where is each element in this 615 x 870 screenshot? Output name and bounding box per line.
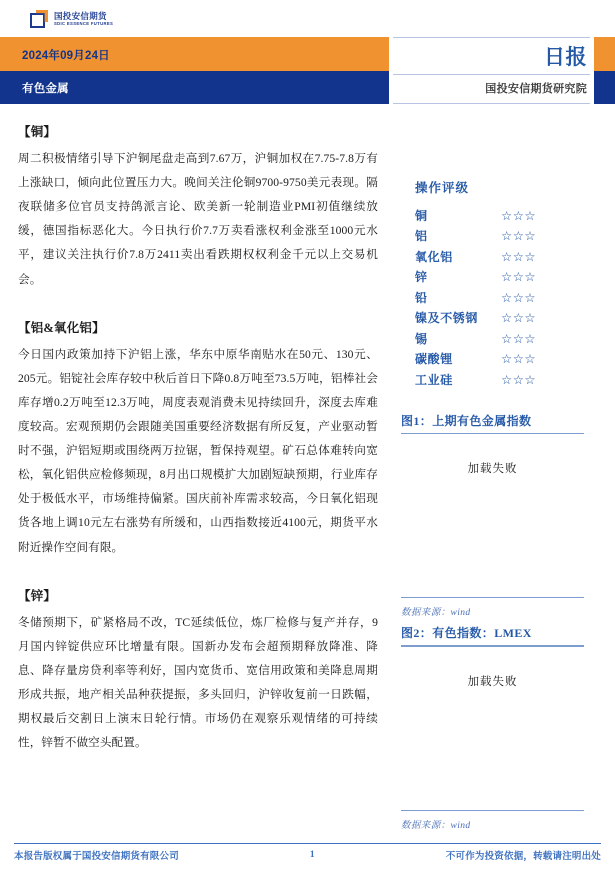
- rating-metal-name: 铝: [415, 229, 428, 244]
- footer-disclaimer: 不可作为投资依据，转载请注明出处: [445, 852, 601, 862]
- section-title: 【锌】: [18, 588, 57, 603]
- rating-row-copper: [415, 205, 593, 226]
- figure-load-error: 加载失败: [467, 463, 518, 476]
- section-body: 周二积极情绪引导下沪铜尾盘走高到7.67万，沪铜加权在7.75-7.8万有上涨缺口，倾向此位置压力大。晚间关注伦铜9700-9750美元表现。隔夜联储多位官员支持鸽派言论、欧美新一轮制造业PMI初值继续放缓，德国指标恶化大。今日执行价7.7万卖看涨权利金涨至1000元水平，建议关注执行价7.8万2411卖出看跌期权权利金千元以上交易机会。: [18, 152, 378, 286]
- rating-stars-icon: ☆☆☆: [501, 310, 537, 326]
- page-footer: [14, 848, 601, 862]
- rating-stars-icon: ☆☆☆: [501, 351, 537, 367]
- rating-metal-name: 碳酸锂: [415, 352, 453, 367]
- rating-stars-icon: ☆☆☆: [501, 228, 537, 244]
- footer-copyright: 本报告版权属于国投安信期货有限公司: [14, 852, 179, 862]
- rating-metal-name: 镍及不锈钢: [415, 311, 479, 326]
- rating-row-lead: [415, 287, 593, 308]
- section-copper: [18, 122, 378, 292]
- research-institute: 国投安信期货研究院: [485, 83, 587, 95]
- rating-row-tin: [415, 328, 593, 349]
- figure-caption: 图2：有色指数：LMEX: [401, 626, 532, 641]
- figure-load-error: 加载失败: [467, 676, 518, 689]
- figure-source: 数据来源：wind: [401, 608, 471, 619]
- section-body: 今日国内政策加持下沪铝上涨，华东中原华南贴水在50元、130元、205元。铝锭社会库存较中秋后首日下降0.8万吨至73.5万吨，铝棒社会库存增0.2万吨至12.3万吨，周度表观消费未见持续回升，深度去库难度较高。宏观预期仍会跟随美国重要经济数据有所反复，产业驱动暂时不强，沪铝短期或围绕两万拉锯，暂保持观望。矿石总体难转向宽松，氧化铝供应检修频现，8月出口规模扩大加剧短缺预期，行业库存处于极低水平，市场维持偏紧。国庆前补库需求较高，今日氧化铝现货各地上调10元左右涨势有所缓和，山西指数接近4100元，期货平水附近操作空间有限。: [18, 347, 378, 554]
- rating-row-lithium-carbonate: [415, 349, 593, 370]
- rating-row-zinc: [415, 267, 593, 288]
- section-zinc: [18, 586, 378, 756]
- header-rule-bottom: [393, 103, 590, 104]
- brand-logo-text: [54, 12, 113, 26]
- rating-row-alumina: [415, 246, 593, 267]
- rating-row-industrial-silicon: [415, 369, 593, 390]
- header-right-block: [393, 37, 590, 104]
- report-date: 2024年09月24日: [22, 50, 110, 62]
- rating-stars-icon: ☆☆☆: [501, 289, 537, 305]
- rating-row-nickel-stainless: [415, 308, 593, 329]
- figure-chart-area: [401, 647, 584, 810]
- figure-2: [393, 624, 593, 831]
- figure-chart-area: [401, 434, 584, 597]
- rating-row-aluminum: [415, 226, 593, 247]
- figure-rule-bottom: [401, 810, 584, 811]
- header-rule-mid: [393, 74, 590, 75]
- company-logo-icon: [30, 10, 49, 29]
- report-body: [18, 122, 378, 773]
- page-number: 1: [309, 850, 315, 860]
- figure-source: 数据来源：wind: [401, 821, 471, 832]
- rating-metal-name: 工业硅: [415, 372, 453, 387]
- section-aluminum: [18, 318, 378, 560]
- figure-rule-bottom: [401, 597, 584, 598]
- rating-table-heading: 操作评级: [415, 181, 470, 195]
- rating-metal-name: 锌: [415, 270, 428, 285]
- brand-name-en: SDIC ESSENCE FUTURES: [54, 21, 114, 27]
- brand-name-cn: 国投安信期货: [54, 11, 107, 22]
- footer-divider: [14, 843, 601, 844]
- rating-stars-icon: ☆☆☆: [501, 371, 537, 387]
- sidebar: [393, 118, 593, 837]
- header-edge-navy: [594, 71, 615, 104]
- brand-logo: [30, 10, 113, 29]
- rating-metal-name: 铜: [415, 208, 428, 223]
- logo-bar: [0, 0, 615, 37]
- operation-rating-table: [393, 118, 593, 390]
- header-date-band: [0, 37, 389, 71]
- report-category: 有色金属: [22, 83, 69, 95]
- rating-stars-icon: ☆☆☆: [501, 269, 537, 285]
- rating-stars-icon: ☆☆☆: [501, 207, 537, 223]
- figure-1: [393, 412, 593, 619]
- section-title: 【铜】: [18, 125, 57, 139]
- report-type: 日报: [544, 46, 587, 69]
- rating-metal-name: 铅: [415, 290, 428, 305]
- header-edge-orange: [594, 37, 615, 71]
- rating-stars-icon: ☆☆☆: [501, 330, 537, 346]
- figure-caption: 图1：上期有色金属指数: [401, 413, 532, 428]
- rating-stars-icon: ☆☆☆: [501, 248, 537, 264]
- header-rule-top: [393, 37, 590, 38]
- header-category-band: [0, 71, 389, 104]
- rating-metal-name: 锡: [415, 331, 428, 346]
- rating-metal-name: 氧化铝: [415, 249, 453, 264]
- section-body: 冬储预期下，矿紧格局不改，TC延续低位，炼厂检修与复产并存，9月国内锌锭供应环比增量有限。国新办发布会超预期释放降准、降息、降存量房贷利率等利好，国内宽货币、宽信用政策和美降息周期形成共振，地产相关品种获提振，多头回归，沪锌收复前一日跌幅，期权最后交割日上演末日轮行情。市场仍在观察乐观情绪的可持续性，锌暂不做空头配置。: [18, 615, 378, 750]
- section-title: 【铝&氧化铝】: [18, 320, 105, 335]
